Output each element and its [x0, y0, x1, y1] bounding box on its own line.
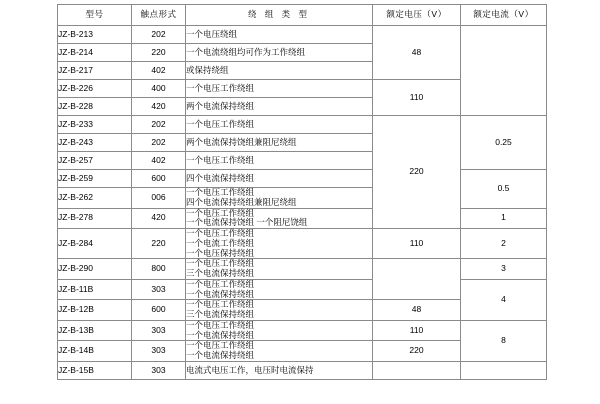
- cell-rated-current: 0.5: [461, 170, 547, 209]
- cell-winding-type: [186, 44, 373, 62]
- cell-contact-form: 800: [132, 259, 186, 280]
- winding-line: 一个电流工作绕组: [186, 237, 255, 248]
- cell-contact-form: 303: [132, 362, 186, 380]
- cell-model: JZ-B-14B: [58, 341, 132, 362]
- cell-model: JZ-B-262: [58, 188, 132, 209]
- cell-rated-current: 8: [461, 320, 547, 361]
- winding-line: 一个电压工作绕组: [186, 118, 255, 129]
- winding-line: 电流式电压工作，电压时电流保持: [186, 364, 314, 375]
- table-header: [58, 5, 547, 26]
- table-row: [58, 320, 547, 341]
- winding-line: 两个电流保持饶组兼阻尼绕组: [186, 136, 297, 147]
- cell-model: JZ-B-257: [58, 152, 132, 170]
- cell-contact-form: 600: [132, 300, 186, 321]
- cell-contact-form: 420: [132, 208, 186, 229]
- winding-line: 一个电压工作绕组: [186, 258, 255, 269]
- cell-rated-voltage: [373, 362, 461, 380]
- winding-line: 一个电流保持饶组 一个阻尼饶组: [186, 217, 308, 228]
- cell-rated-current: 1: [461, 208, 547, 229]
- cell-model: JZ-B-15B: [58, 362, 132, 380]
- winding-line: 一个电压工作绕组: [186, 228, 255, 239]
- cell-winding-type: [186, 134, 373, 152]
- cell-contact-form: 420: [132, 98, 186, 116]
- cell-model: JZ-B-217: [58, 62, 132, 80]
- cell-winding-type: [186, 259, 373, 280]
- cell-model: JZ-B-213: [58, 26, 132, 44]
- cell-rated-voltage: 48: [373, 26, 461, 80]
- cell-rated-voltage: 220: [373, 341, 461, 362]
- cell-rated-current: 4: [461, 279, 547, 320]
- cell-winding-type: [186, 208, 373, 229]
- header-model: 型号: [58, 5, 132, 26]
- cell-rated-voltage: 220: [373, 116, 461, 229]
- winding-line: 两个电流保持绕组: [186, 100, 255, 111]
- cell-winding-type: [186, 152, 373, 170]
- cell-contact-form: 402: [132, 62, 186, 80]
- cell-contact-form: 202: [132, 116, 186, 134]
- winding-line: 一个电压工作绕组: [186, 82, 255, 93]
- winding-line: 一个电压工作绕组: [186, 154, 255, 165]
- cell-contact-form: 220: [132, 44, 186, 62]
- cell-winding-type: [186, 188, 373, 209]
- winding-line: 一个电压绕组: [186, 28, 238, 39]
- cell-rated-current: 0.25: [461, 116, 547, 170]
- document-page: [0, 4, 600, 404]
- cell-contact-form: 220: [132, 229, 186, 259]
- table-row: [58, 279, 547, 300]
- cell-rated-voltage: [373, 259, 461, 300]
- table-row: [58, 26, 547, 44]
- cell-winding-type: [186, 170, 373, 188]
- winding-line: 一个电流保持绕组: [186, 288, 255, 299]
- cell-rated-current: [461, 362, 547, 380]
- cell-winding-type: [186, 300, 373, 321]
- cell-contact-form: 202: [132, 134, 186, 152]
- cell-model: JZ-B-214: [58, 44, 132, 62]
- cell-winding-type: [186, 341, 373, 362]
- winding-line: 一个电流绕组均可作为工作绕组: [186, 46, 306, 57]
- winding-line: 一个电压工作绕组: [186, 319, 255, 330]
- table-row: [58, 362, 547, 380]
- cell-model: JZ-B-228: [58, 98, 132, 116]
- winding-line: 一个电流保持绕组: [186, 350, 255, 361]
- winding-line: 一个电压工作绕组: [186, 340, 255, 351]
- header-contact: 触点形式: [132, 5, 186, 26]
- cell-contact-form: 202: [132, 26, 186, 44]
- winding-line: 一个电流保持绕组: [186, 329, 255, 340]
- table-row: [58, 229, 547, 259]
- cell-rated-current: 2: [461, 229, 547, 259]
- winding-line: 一个电压工作绕组: [186, 207, 255, 218]
- winding-line: 一个电压工作绕组: [186, 187, 255, 197]
- header-current: 额定电流（V）: [461, 5, 547, 26]
- spec-table: [57, 4, 547, 380]
- table-body: [58, 26, 547, 380]
- cell-rated-voltage: 110: [373, 320, 461, 341]
- cell-winding-type: [186, 279, 373, 300]
- cell-model: JZ-B-278: [58, 208, 132, 229]
- cell-model: JZ-B-243: [58, 134, 132, 152]
- cell-contact-form: 303: [132, 341, 186, 362]
- table-row: [58, 116, 547, 134]
- cell-model: JZ-B-233: [58, 116, 132, 134]
- header-voltage: 额定电压（V）: [373, 5, 461, 26]
- table-row: [58, 170, 547, 188]
- cell-rated-current: 3: [461, 259, 547, 280]
- cell-model: JZ-B-13B: [58, 320, 132, 341]
- winding-line: 三个电流保持绕组: [186, 309, 255, 320]
- cell-contact-form: 400: [132, 80, 186, 98]
- cell-model: JZ-B-259: [58, 170, 132, 188]
- winding-line: 或保持绕组: [186, 64, 229, 75]
- cell-contact-form: 303: [132, 279, 186, 300]
- cell-rated-voltage: 48: [373, 300, 461, 321]
- cell-model: JZ-B-11B: [58, 279, 132, 300]
- header-winding: 绕 组 类 型: [186, 5, 373, 26]
- table-row: [58, 259, 547, 280]
- cell-model: JZ-B-12B: [58, 300, 132, 321]
- cell-winding-type: [186, 229, 373, 259]
- cell-contact-form: 402: [132, 152, 186, 170]
- cell-model: JZ-B-290: [58, 259, 132, 280]
- winding-line: 四个电流保持绕组兼阻尼绕组: [186, 196, 297, 207]
- cell-contact-form: 303: [132, 320, 186, 341]
- cell-rated-voltage: 110: [373, 229, 461, 259]
- cell-contact-form: 600: [132, 170, 186, 188]
- cell-contact-form: 006: [132, 188, 186, 209]
- cell-winding-type: [186, 62, 373, 80]
- cell-winding-type: [186, 80, 373, 98]
- cell-winding-type: [186, 116, 373, 134]
- winding-line: 一个电压工作绕组: [186, 278, 255, 289]
- cell-model: JZ-B-284: [58, 229, 132, 259]
- cell-winding-type: [186, 98, 373, 116]
- cell-winding-type: [186, 320, 373, 341]
- cell-model: JZ-B-226: [58, 80, 132, 98]
- cell-rated-voltage: 110: [373, 80, 461, 116]
- cell-rated-current: [461, 26, 547, 116]
- winding-line: 一个电压保持绕组: [186, 247, 255, 258]
- table-row: [58, 208, 547, 229]
- winding-line: 一个电压工作绕组: [186, 299, 255, 310]
- winding-line: 三个电流保持绕组: [186, 268, 255, 279]
- cell-winding-type: [186, 26, 373, 44]
- winding-line: 四个电流保持绕组: [186, 172, 255, 183]
- header-row: [58, 5, 547, 26]
- cell-winding-type: [186, 362, 373, 380]
